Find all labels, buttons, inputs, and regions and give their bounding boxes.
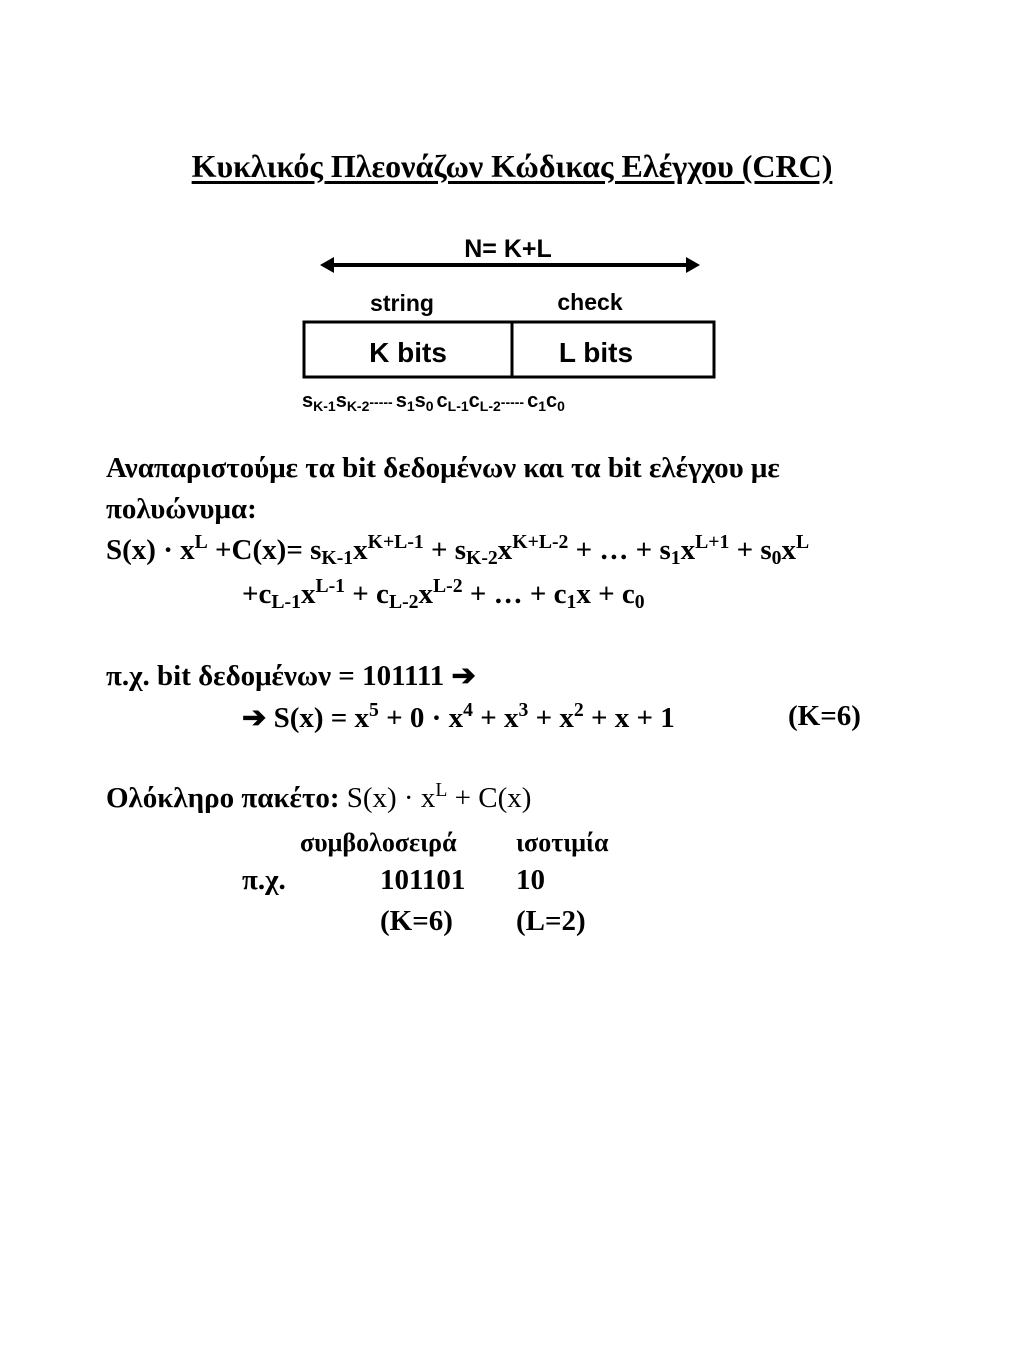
- packet-string-value: 101101: [380, 864, 466, 896]
- arrow-left-head: [320, 257, 334, 273]
- n-length-label: N= K+L: [464, 235, 552, 263]
- polynomial-formula-line-1: $S(x) \cdot x^L +C(x)= s_{K-1}x^{K+L-1} + s_{K-2}x^{K+L-2}$ + … + $s_1x^{L+1} + s_0x^L$: [106, 531, 810, 569]
- k-bits-label: K bits: [369, 337, 447, 368]
- crc-frame-svg: [296, 225, 736, 430]
- example-k-value: (K=6): [788, 700, 861, 732]
- parity-column-header: ισοτιμία: [516, 828, 609, 857]
- string-column-header: συμβολοσειρά: [300, 828, 457, 857]
- packet-l-value: (L=2): [516, 905, 586, 937]
- packet-parity-value: 10: [516, 864, 545, 896]
- l-bits-label: L bits: [558, 337, 634, 368]
- polynomial-formula-line-2: $+c_{L-1}x^{L-1} + c_{L-2}x^{L-2}$ + … + $c_1x + c_0$: [242, 575, 645, 613]
- packet-k-value: (K=6): [380, 905, 453, 937]
- arrow-right-head: [686, 257, 700, 273]
- packet-heading: Ολόκληρο πακέτο: $S(x) \cdot x^L + C(x)$: [106, 779, 532, 814]
- frame-box: [304, 322, 714, 377]
- example-data-bits: π.χ. bit δεδομένων = 101111 ➔: [106, 660, 476, 692]
- string-label: string: [370, 290, 434, 316]
- intro-line-2: πολυώνυμα:: [106, 493, 257, 525]
- packet-example-label: π.χ.: [242, 864, 286, 896]
- right-arrow-icon: ➔: [451, 660, 476, 692]
- intro-line-1: Αναπαριστούμε τα bit δεδομένων και τα bit ελέγχου με: [106, 452, 780, 484]
- page-title: Κυκλικός Πλεονάζων Κώδικας Ελέγχου (CRC): [191, 148, 833, 184]
- bit-sequence: $s_{K-1}s_{K-2}^{-----}$ $s_1s_0$ $c_{L-1}c_{L-2}^{-----}$ $c_1c_0$: [302, 390, 565, 414]
- right-arrow-icon: ➔: [242, 702, 267, 734]
- crc-frame-diagram: [296, 225, 736, 430]
- example-polynomial: ➔ $S(x) = x^5 + 0 \cdot x^4 + x^3 + x^2 + x + 1$: [242, 699, 675, 734]
- check-label: check: [557, 289, 623, 315]
